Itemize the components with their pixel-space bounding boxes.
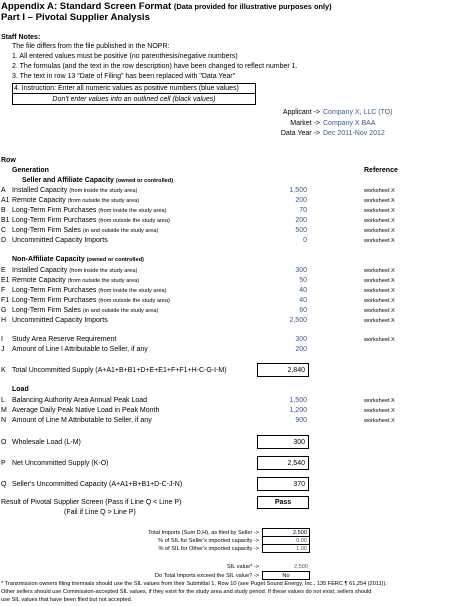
input-value[interactable]: 0 — [303, 237, 307, 244]
row-code: N — [1, 417, 7, 424]
row-label — [12, 226, 158, 235]
row-label: Amount of Line I Attributable to Seller, if any — [12, 346, 148, 353]
row-label — [12, 216, 170, 225]
row-label — [12, 186, 137, 195]
seller-uncommitted-value: 370 — [293, 481, 305, 488]
seller-sil-pct-label: % of SIL for Seller's imported capacity -> — [158, 538, 259, 544]
row-code: G — [1, 307, 7, 314]
row-label-note: (in and outside the study area) — [82, 308, 159, 314]
reference-cell: worksheet X — [364, 268, 395, 274]
row-label: Net Uncommitted Supply (K-O) — [12, 460, 109, 467]
seller-affiliate-heading-suffix: (owned or controlled) — [115, 178, 174, 184]
instruction-text: 4. Instruction: Enter all numeric values as positive numbers (blue values) — [14, 85, 239, 92]
data-year-value[interactable]: Dec 2011-Nov 2012 — [323, 130, 385, 137]
net-supply-value: 2,540 — [287, 460, 305, 467]
footnote-line-3: use SIL values that have been filed but not accepted. — [1, 597, 133, 603]
reference-cell: worksheet X — [364, 208, 395, 214]
reference-column-header: Reference — [364, 167, 398, 174]
row-code: K — [1, 367, 6, 374]
row-label-note: (from inside the study area) — [69, 268, 138, 274]
input-value[interactable]: 900 — [295, 417, 307, 424]
input-value[interactable]: 300 — [295, 267, 307, 274]
reference-cell: worksheet X — [364, 228, 395, 234]
wholesale-load-value: 300 — [293, 439, 305, 446]
row-code: A — [1, 187, 6, 194]
outlined-cell-note-text: Don't enter values into an outlined cell (black values) — [52, 96, 216, 103]
row-label-text: Uncommitted Capacity Imports — [12, 237, 108, 244]
row-label: Balancing Authority Area Annual Peak Load — [12, 397, 148, 404]
input-value[interactable]: 500 — [295, 227, 307, 234]
footnote-line-2: Other sellers should use Commission-accepted SIL values, if they exist for the study area and study period. If these values do not exist, sellers should — [1, 589, 372, 595]
non-affiliate-heading-text: Non-Affiliate Capacity — [12, 256, 85, 263]
exceed-sil-value: No — [282, 573, 290, 579]
exceed-sil-label: Do Total Imports exceed the SIL value? -> — [154, 573, 259, 579]
row-label-text: Long-Term Firm Purchases — [12, 217, 97, 224]
row-label-note: (from inside the study area) — [69, 188, 138, 194]
staff-notes-intro: The file differs from the file published in the NOPR: — [12, 43, 170, 50]
outlined-cell-note — [12, 93, 256, 105]
row-label: Seller's Uncommitted Capacity (A+A1+B+B1+D-C-J-N) — [12, 481, 183, 488]
row-label: Average Daily Peak Native Load in Peak Month — [12, 407, 160, 414]
row-label-text: Installed Capacity — [12, 187, 68, 194]
reference-cell: worksheet X — [364, 318, 395, 324]
staff-note-item: 3. The text in row 13 "Date of Filing" has been replaced with "Data Year" — [12, 73, 236, 80]
result-value: Pass — [274, 499, 292, 506]
input-value[interactable]: 1,200 — [289, 407, 307, 414]
row-code: C — [1, 227, 7, 234]
row-code: F — [1, 287, 6, 294]
input-value[interactable]: 1,500 — [289, 187, 307, 194]
row-label-note: (from inside the study area) — [98, 208, 167, 214]
reference-cell: worksheet X — [364, 288, 395, 294]
title-main: Appendix A: Standard Screen Format — [1, 1, 172, 12]
sil-value[interactable]: 2,500 — [294, 564, 308, 570]
generation-heading: Generation — [12, 167, 49, 174]
row-label: Study Area Reserve Requirement — [12, 336, 117, 343]
load-heading: Load — [12, 386, 29, 393]
result-cell — [257, 496, 309, 509]
input-value[interactable]: 200 — [295, 197, 307, 204]
row-label — [12, 316, 108, 325]
reference-cell: worksheet X — [364, 218, 395, 224]
row-label — [12, 236, 108, 245]
row-label — [12, 306, 158, 315]
seller-affiliate-heading-text: Seller and Affiliate Capacity — [22, 177, 114, 184]
row-label: Total Uncommitted Supply (A+A1+B+B1+D+E+E1+F+F1+H-C-G-I-M) — [12, 367, 227, 374]
market-label: Market -> — [290, 120, 320, 127]
input-value[interactable]: 2,500 — [289, 317, 307, 324]
input-value[interactable]: 50 — [299, 277, 307, 284]
other-sil-pct-value[interactable]: 1.00 — [296, 546, 307, 552]
fail-note: (Fail if Line Q > Line P) — [64, 509, 136, 516]
reference-cell: worksheet X — [364, 198, 395, 204]
row-label-note: (from inside the study area) — [98, 288, 167, 294]
row-code: I — [1, 336, 3, 343]
result-label: Result of Pivotal Supplier Screen (Pass if Line Q < Line P) — [1, 499, 182, 506]
sil-value-label: SIL value* -> — [227, 564, 259, 570]
exceed-sil-cell — [262, 571, 310, 580]
row-label: Wholesale Load (L-M) — [12, 439, 81, 446]
row-code: O — [1, 439, 7, 446]
non-affiliate-heading-suffix: (owned or controlled) — [86, 257, 144, 263]
input-value[interactable]: 70 — [299, 207, 307, 214]
input-value[interactable]: 1,500 — [289, 397, 307, 404]
total-supply-cell — [257, 363, 309, 377]
other-sil-pct-cell[interactable] — [262, 544, 310, 553]
part-title: Part I – Pivotal Supplier Analysis — [1, 12, 150, 23]
reference-cell: worksheet X — [364, 278, 395, 284]
row-code: L — [1, 397, 5, 404]
title-note: (Data provided for illustrative purposes only) — [173, 2, 332, 11]
row-label — [12, 286, 166, 295]
page-title — [1, 1, 332, 12]
seller-sil-pct-value[interactable]: 0.00 — [296, 538, 307, 544]
reference-cell: worksheet X — [364, 188, 395, 194]
row-label-text: Remote Capacity — [12, 277, 66, 284]
row-label-text: Long-Term Firm Purchases — [12, 287, 97, 294]
row-label — [12, 296, 170, 305]
row-column-header: Row — [1, 157, 16, 164]
row-label-note: (from outside the study area) — [98, 218, 170, 224]
total-imports-label: Total Imports (Sum D,H), as filed by Seller -> — [148, 530, 259, 536]
applicant-value[interactable]: Company X, LLC (TO) — [323, 109, 393, 116]
row-code: Q — [1, 481, 7, 488]
row-code: B — [1, 207, 6, 214]
net-supply-cell — [257, 456, 309, 470]
row-label — [12, 196, 139, 205]
row-label — [12, 276, 139, 285]
total-imports-value: 2,500 — [293, 530, 307, 536]
row-code: E1 — [1, 277, 10, 284]
input-value[interactable]: 40 — [299, 287, 307, 294]
seller-affiliate-heading — [22, 176, 173, 185]
row-label-text: Uncommitted Capacity Imports — [12, 317, 108, 324]
row-code: H — [1, 317, 7, 324]
footnote-line-1: * Transmission owners filing triennials should use the SIL values from their Submittal 1, Row 10 (see Puget Sound Energy, Inc., 135 FERC ¶ 61,254 (2011)). — [1, 581, 387, 587]
row-label-text: Installed Capacity — [12, 267, 68, 274]
total-supply-value: 2,840 — [287, 367, 305, 374]
data-year-label: Data Year -> — [280, 130, 320, 137]
input-value[interactable]: 200 — [295, 346, 307, 353]
reference-cell: worksheet X — [364, 238, 395, 244]
reference-cell: worksheet X — [364, 298, 395, 304]
seller-uncommitted-cell — [257, 477, 309, 491]
row-code: J — [1, 346, 5, 353]
market-value[interactable]: Company X BAA — [323, 120, 376, 127]
row-label-note: (from outside the study area) — [67, 278, 140, 284]
staff-note-item: 2. The formulas (and the text in the row description) have been changed to reflect number 1. — [12, 63, 298, 70]
input-value[interactable]: 40 — [299, 297, 307, 304]
row-label — [12, 266, 137, 275]
non-affiliate-heading — [12, 255, 144, 264]
row-code: B1 — [1, 217, 10, 224]
reference-cell: worksheet X — [364, 418, 395, 424]
row-label-note: (in and outside the study area) — [82, 228, 159, 234]
input-value[interactable]: 300 — [295, 336, 307, 343]
input-value[interactable]: 60 — [299, 307, 307, 314]
row-label: Amount of Line M Attributable to Seller, if any — [12, 417, 152, 424]
row-label-text: Long-Term Firm Purchases — [12, 207, 97, 214]
row-label-note: (from outside the study area) — [67, 198, 140, 204]
row-code: M — [1, 407, 7, 414]
row-code: D — [1, 237, 7, 244]
input-value[interactable]: 200 — [295, 217, 307, 224]
row-label-text: Long-Term Firm Purchases — [12, 297, 97, 304]
reference-cell: worksheet X — [364, 408, 395, 414]
row-code: P — [1, 460, 6, 467]
applicant-label: Applicant -> — [282, 109, 320, 116]
reference-cell: worksheet X — [364, 308, 395, 314]
reference-cell: worksheet X — [364, 398, 395, 404]
row-label — [12, 206, 166, 215]
reference-cell: worksheet X — [364, 337, 395, 343]
wholesale-load-cell — [257, 435, 309, 449]
staff-notes-heading: Staff Notes: — [1, 34, 41, 41]
row-label-note: (from outside the study area) — [98, 298, 170, 304]
row-code: E — [1, 267, 6, 274]
row-label-text: Remote Capacity — [12, 197, 66, 204]
row-label-text: Long-Term Firm Sales — [12, 227, 81, 234]
row-label-text: Long-Term Firm Sales — [12, 307, 81, 314]
row-code: A1 — [1, 197, 10, 204]
other-sil-pct-label: % of SIL for Other's imported capacity -> — [158, 546, 259, 552]
staff-note-item: 1. All entered values must be positive (no parenthesis/negative numbers) — [12, 53, 238, 60]
row-code: F1 — [1, 297, 10, 304]
